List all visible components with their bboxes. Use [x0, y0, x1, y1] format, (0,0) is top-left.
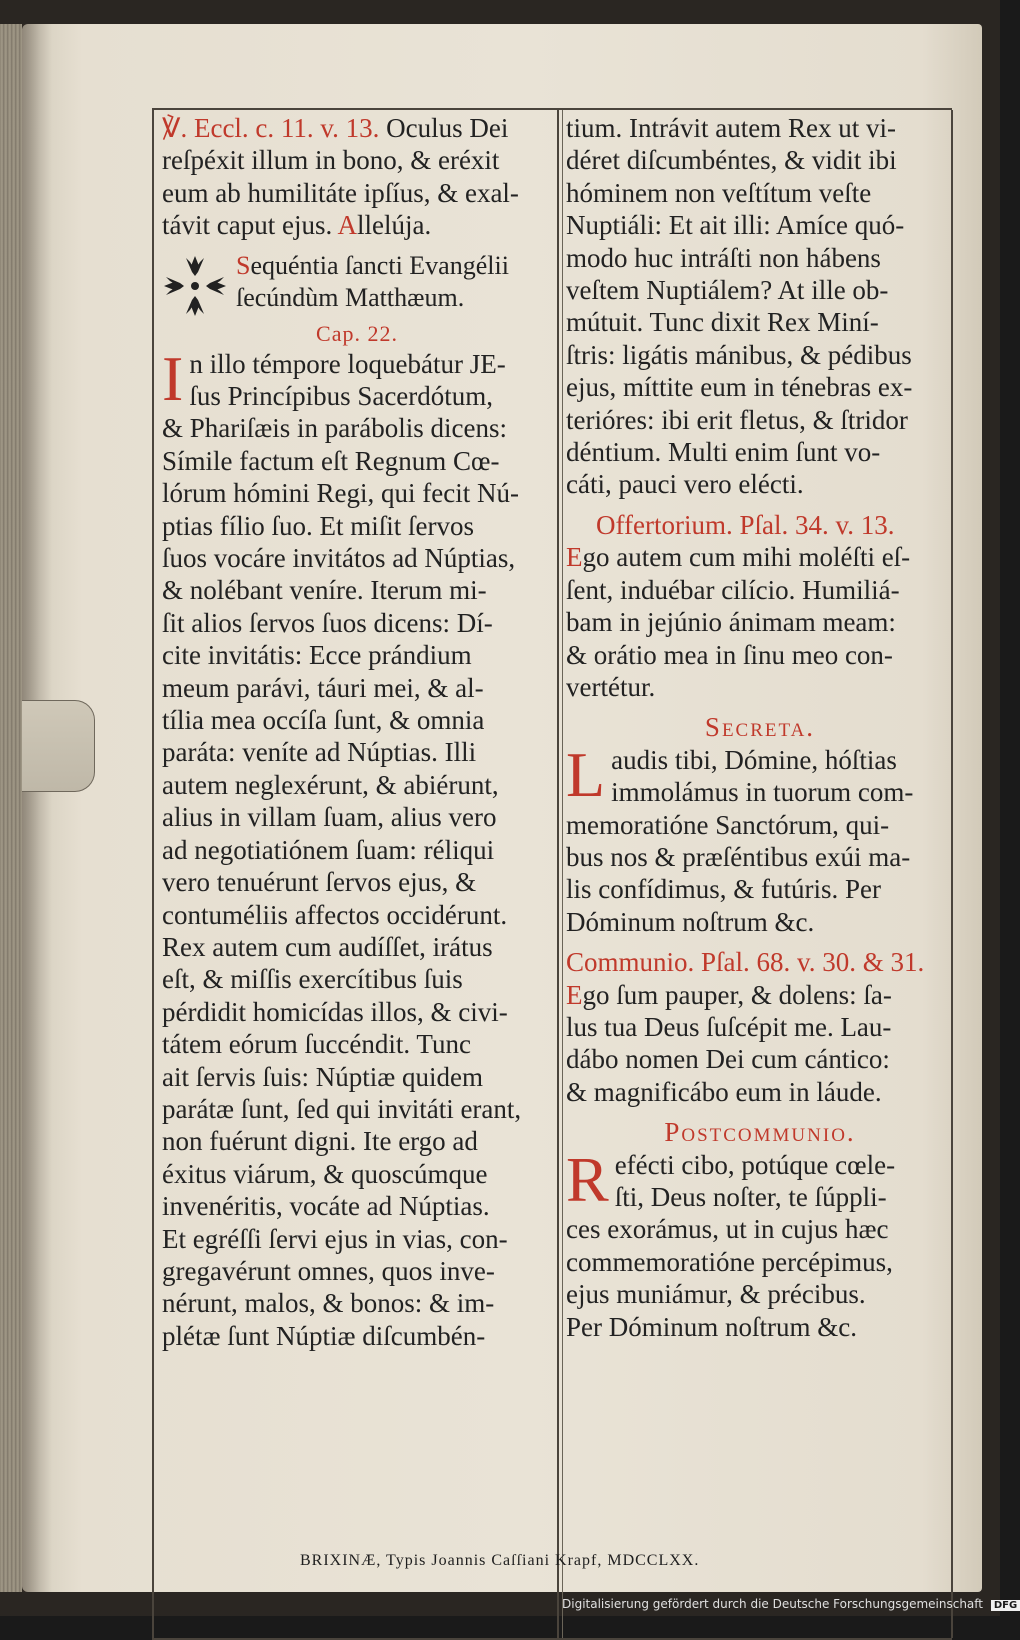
- postcommunion-line: ſti, Deus noſter, te ſúppli-: [614, 1182, 887, 1212]
- communion-heading: Communio. Pſal. 68. v. 30. & 31.: [566, 947, 925, 978]
- gospel-continuation: [566, 112, 954, 501]
- gospel-line: & nolébant veníre. Iterum mi-: [162, 575, 487, 606]
- gospel-cont-line: ſtris: ligátis mánibus, & pédibus: [566, 339, 912, 370]
- offertory-initial: E: [566, 542, 583, 573]
- left-column: [162, 112, 552, 1352]
- offertory-line: bam in jejúnio ánimam meam:: [566, 607, 896, 638]
- secret-line: Dóminum noſtrum &c.: [566, 906, 815, 937]
- gospel-line: ſit alios ſervos ſuos dicens: Dí-: [162, 607, 493, 638]
- gospel-heading-line-2: ſecúndùm Matthæum.: [236, 283, 465, 313]
- gospel-line: invenéritis, vocáte ad Núptias.: [162, 1191, 490, 1222]
- secret-line: memoratióne Sanctórum, qui-: [566, 809, 890, 840]
- gospel-line: alius in villam ſuam, alius vero: [162, 802, 497, 833]
- gospel-line: n illo témpore loquebátur JE-: [189, 348, 506, 379]
- offertory-line-1: go autem cum mihi moléſti eſ-: [582, 542, 911, 573]
- gospel-line: ait ſervis ſuis: Núptiæ quidem: [162, 1061, 483, 1092]
- versicle-text-end: távit caput ejus.: [162, 210, 333, 241]
- gospel-cont-line: modo huc intráſti non hábens: [566, 242, 881, 273]
- postcommunion-line: ejus muniámur, & précibus.: [566, 1279, 866, 1310]
- secret-line: immolámus in tuorum com-: [611, 777, 914, 808]
- frame-left-rule: [152, 110, 154, 1638]
- gospel-line: pérdidit homicídas illos, & civi-: [162, 996, 508, 1027]
- versicle-line-1: [162, 112, 552, 144]
- gospel-line: & Phariſæis in parábolis dicens:: [162, 413, 507, 444]
- printer-imprint: BRIXINÆ, Typis Joannis Caſſiani Krapf, MDCCLXX.: [300, 1552, 700, 1569]
- gospel-line: Símile factum eſt Regnum Cœ-: [162, 445, 500, 476]
- digitization-credit: Digitalisierung gefördert durch die Deutsche Forschungsgemeinschaft: [562, 1597, 984, 1611]
- postcommunion-heading: Postcommunio.: [664, 1117, 856, 1148]
- postcommunion-line: commemoratióne percépimus,: [566, 1246, 893, 1277]
- gospel-text: [162, 342, 552, 1353]
- gospel-line: lórum hómini Regi, qui fecit Nú-: [162, 478, 519, 509]
- communion-line: dábo nomen Dei cum cántico:: [566, 1044, 890, 1075]
- dfg-logo-icon: DFG: [991, 1600, 1020, 1611]
- gospel-line: gregavérunt omnes, quos inve-: [162, 1255, 495, 1286]
- offertory-line: [566, 541, 954, 573]
- page-stack-edge: [0, 24, 22, 1592]
- postcommunion-line: efécti cibo, potúque cœle-: [614, 1149, 896, 1180]
- secret-line: bus nos & præſéntibus exúi ma-: [566, 841, 911, 872]
- gospel-line: tátem eórum ſuccéndit. Tunc: [162, 1029, 471, 1060]
- offertory-line: & orátio mea in ſinu meo con-: [566, 639, 893, 670]
- alleluja-rest: llelúja.: [356, 210, 432, 241]
- gospel-cont-line: ejus, míttite eum in ténebras ex-: [566, 372, 913, 403]
- offertory-heading: Offertorium. Pſal. 34. v. 13.: [596, 509, 895, 540]
- gospel-line: ſus Princípibus Sacerdótum,: [189, 381, 494, 412]
- gospel-line: autem neglexérunt, & abiérunt,: [162, 769, 499, 800]
- communion-line: & magnificábo eum in láude.: [566, 1076, 882, 1107]
- gospel-cont-line: cáti, pauci vero elécti.: [566, 469, 804, 500]
- gospel-cont-line: terióres: ibi erit fletus, & ſtridor: [566, 404, 908, 435]
- gospel-line: meum parávi, táuri mei, & al-: [162, 672, 484, 703]
- communion-line: [566, 979, 954, 1011]
- gospel-line: nérunt, malos, & bonos: & im-: [162, 1288, 495, 1319]
- gospel-line: contuméliis affectos occidérunt.: [162, 899, 508, 930]
- right-column: [566, 112, 954, 1343]
- gutter-shadow: [22, 24, 52, 1592]
- column-divider-inner: [562, 110, 563, 1638]
- secret-line: audis tibi, Dómine, hóſtias: [611, 744, 897, 775]
- gospel-line: ptias fílio ſuo. Et miſit ſervos: [162, 510, 474, 541]
- gospel-line: Rex autem cum audíſſet, irátus: [162, 931, 493, 962]
- gospel-line: non fuérunt digni. Ite ergo ad: [162, 1126, 478, 1157]
- gospel-line: éxitus viárum, & quoscúmque: [162, 1158, 488, 1189]
- gospel-line: ad negotiatiónem ſuam: réliqui: [162, 834, 495, 865]
- frame-top-rule: [152, 108, 952, 110]
- gospel-heading-block: [162, 250, 552, 320]
- chapter-heading: Cap. 22.: [316, 320, 398, 346]
- secret-line: lis confídimus, & futúris. Per: [566, 874, 881, 905]
- gospel-line: vero tenuérunt ſervos ejus, &: [162, 867, 477, 898]
- communion-line-1: go ſum pauper, & dolens: ſa-: [582, 979, 892, 1010]
- gospel-line: tília mea occíſa ſunt, & omnia: [162, 705, 485, 736]
- alleluja-initial: A: [337, 210, 357, 241]
- offertory-text: [566, 541, 954, 703]
- postcommunion-line: ces exorámus, ut in cujus hæc: [566, 1214, 889, 1245]
- communion-initial: E: [566, 979, 583, 1010]
- gospel-cont-line: hóminem non veſtítum veſte: [566, 177, 872, 208]
- gospel-cont-line: déntium. Multi enim ſunt vo-: [566, 437, 881, 468]
- gospel-line: paráta: veníte ad Núptias. Illi: [162, 737, 477, 768]
- gospel-line: parátæ ſunt, ſed qui invitáti erant,: [162, 1093, 522, 1124]
- gospel-cont-line: déret diſcumbéntes, & vidit ibi: [566, 145, 897, 176]
- secret-heading: Secreta.: [704, 712, 816, 743]
- postcommunion-line: Per Dóminum noſtrum &c.: [566, 1311, 857, 1342]
- bookmark-clip: [22, 700, 95, 792]
- gospel-line: Et egréſſi ſervi ejus in vias, con-: [162, 1223, 508, 1254]
- gospel-drop-initial: I: [162, 342, 184, 414]
- versicle-line-2: reſpéxit illum in bono, & eréxit: [162, 145, 500, 176]
- gospel-heading-text-1: equéntia ſancti Evangélii: [250, 250, 509, 280]
- postcommunion-drop-initial: R: [566, 1143, 609, 1215]
- gospel-cont-line: Nuptiáli: Et ait illi: Amíce quó-: [566, 210, 905, 241]
- gospel-heading-initial: S: [236, 250, 251, 280]
- communion-text: [566, 979, 954, 1109]
- versicle-line-4: [162, 209, 552, 241]
- column-divider: [557, 110, 559, 1638]
- offertory-line: vertétur.: [566, 671, 656, 702]
- gospel-line: eſt, & miſſis exercítibus ſuis: [162, 964, 463, 995]
- gospel-cont-line: veſtem Nuptiálem? At ille ob-: [566, 275, 889, 306]
- secret-text: [566, 738, 954, 938]
- versicle-line-3: eum ab humilitáte ipſíus, & exal-: [162, 177, 519, 208]
- offertory-line: ſent, induébar cilício. Humiliá-: [566, 574, 900, 605]
- communion-line: lus tua Deus ſuſcépit me. Lau-: [566, 1011, 892, 1042]
- secret-drop-initial: L: [566, 738, 606, 810]
- gospel-line: plétæ ſunt Núptiæ diſcumbén-: [162, 1320, 486, 1351]
- digitization-footer: [562, 1597, 1018, 1615]
- postcommunion-text: [566, 1143, 954, 1343]
- gospel-line: cite invitátis: Ecce prándium: [162, 640, 472, 671]
- versicle-reference: ℣. Eccl. c. 11. v. 13.: [162, 113, 380, 143]
- cross-ornament-icon: [162, 252, 228, 320]
- gospel-line: ſuos vocáre invitátos ad Núptias,: [162, 543, 516, 574]
- gospel-cont-line: mútuit. Tunc dixit Rex Miní-: [566, 307, 879, 338]
- versicle-text: Oculus Dei: [386, 113, 509, 143]
- gospel-cont-line: tium. Intrávit autem Rex ut vi-: [566, 113, 896, 143]
